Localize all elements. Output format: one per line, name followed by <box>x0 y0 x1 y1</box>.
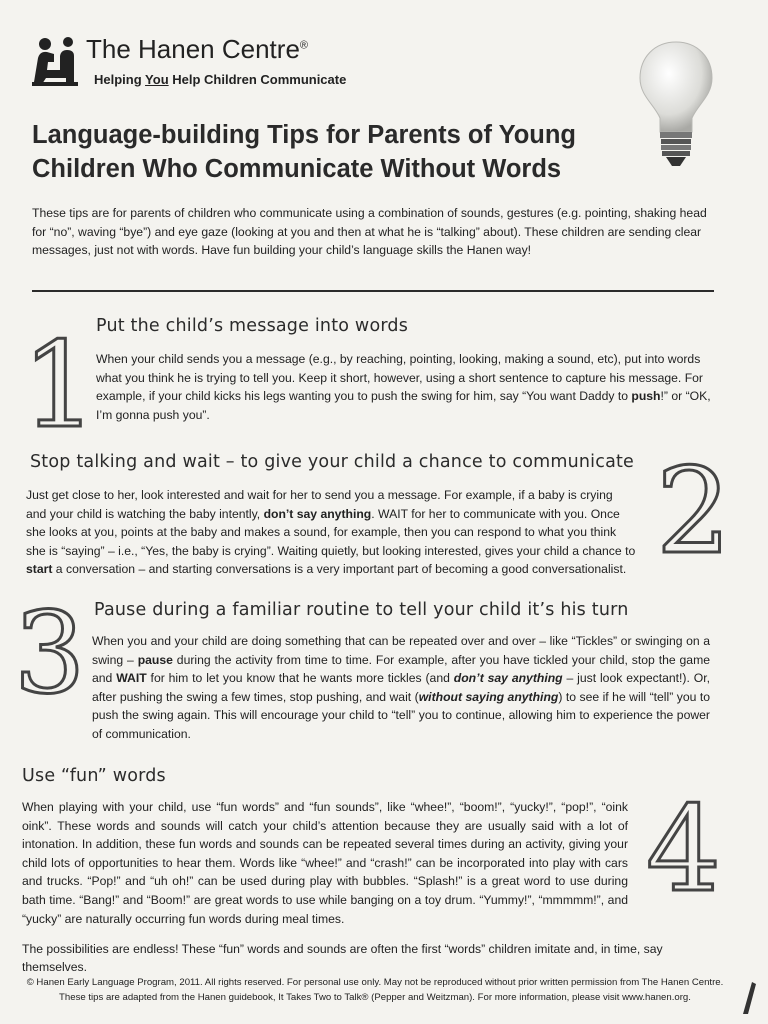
footer-copyright: © Hanen Early Language Program, 2011. All rights reserved. For personal use only. May not be reproduced without prior written permission from The Hanen Centre. <box>26 977 724 988</box>
hanen-logo-icon <box>30 36 80 88</box>
closing-paragraph: The possibilities are endless! These “fun” words and sounds are often the first “words” children imitate and, in time, say themselves. <box>22 942 663 974</box>
numeral-3 <box>10 592 100 712</box>
brand-tagline: Helping You Help Children Communicate <box>94 72 347 87</box>
numeral-1-text: 1 <box>22 320 98 440</box>
footer <box>20 975 730 1005</box>
tip-4-text: When playing with your child, use “fun words” and “fun sounds”, like “whee!”, “boom!”, “yucky!”, “pop!”, “oink oink”. These words and sounds will catch your child’s attention because they are usually said with a lot of intonation. In addition, these fun words and sounds can be repeated several times during an activity, giving your child lots of opportunities to hear them. Words like “whee!” and “crash!” can be incorporated into play with cars and trucks. “Pop!” and “uh oh!” can be used during play with bubbles. “Splash!” is a great word to use during bath time. “Bang!” and “Boom!” are great words to use while banging on a toy drum. “Yummy!”, “mmmmm!”, and “yucky” are naturally occurring fun words during meal times. <box>22 800 628 926</box>
numeral-4 <box>642 786 732 906</box>
tip-1-heading: Put the child’s message into words <box>96 316 409 336</box>
numeral-3-text: 3 <box>14 592 86 712</box>
intro-paragraph: These tips are for parents of children who communicate using a combination of sounds, gestures (e.g. pointing, shaking head for “no”, waving “bye”) and eye gaze (looking at you and then at what he is “talking” about). These children are sending clear messages, just not with words. Have fun building your child’s language skills the Hanen way! <box>32 206 707 257</box>
tip-1-text: When your child sends you a message (e.g., by reaching, pointing, looking, making a sound, etc), put into words what you think he is trying to tell you. Keep it short, however, using a short sentence to capture his message. For example, if your child kicks his legs wanting you to push the swing for him, say “You want Daddy to push!” or “OK, I’m gonna push you”. <box>96 352 711 422</box>
footer-source: These tips are adapted from the Hanen guidebook, It Takes Two to Talk® (Pepper and Weitzman). For more information, please visit www.hanen.org. <box>59 992 691 1003</box>
numeral-1 <box>16 320 106 440</box>
page-title: Language-building Tips for Parents of Young Children Who Communicate Without Words <box>32 121 577 183</box>
tip-3-text: When you and your child are doing something that can be repeated over and over – like “Tickles” or swinging on a swing – pause during the activity from time to time. For example, after you have tickled your child, stop the game and WAIT for him to let you know that he wants more tickles (and don’t say anything – just look expectant!). Or, after pushing the swing a few times, stop pushing, and wait (without saying anything) to see if he will “tell” you to push the swing again. This will encourage your child to “tell” you to continue, allowing him to experience the power of communication. <box>92 634 711 741</box>
tip-2-heading: Stop talking and wait – to give your child a chance to communicate <box>30 452 635 472</box>
tip-4-heading: Use “fun” words <box>22 766 166 786</box>
light-bulb-icon <box>636 38 716 170</box>
section-divider <box>32 290 714 292</box>
tip-3-heading: Pause during a familiar routine to tell your child it’s his turn <box>94 600 629 620</box>
numeral-4-text: 4 <box>646 786 722 906</box>
corner-pen-mark-icon <box>740 980 758 1016</box>
numeral-2-text: 2 <box>656 448 732 568</box>
brand-name: The Hanen Centre® <box>86 34 309 64</box>
tip-2-text: Just get close to her, look interested and wait for her to send you a message. For example, if a baby is crying and your child is watching the baby intently, don’t say anything. WAIT for her to communicate with you. Once she looks at you, points at the baby and makes a sound, for example, then you can respond to what you think she is “saying” – i.e., “Yes, the baby is crying”. Waiting quietly, but looking interested, gives your child a chance to start a conversation – and starting conversations is a very important part of becoming a good conversationalist. <box>26 488 636 577</box>
numeral-2 <box>652 448 742 568</box>
